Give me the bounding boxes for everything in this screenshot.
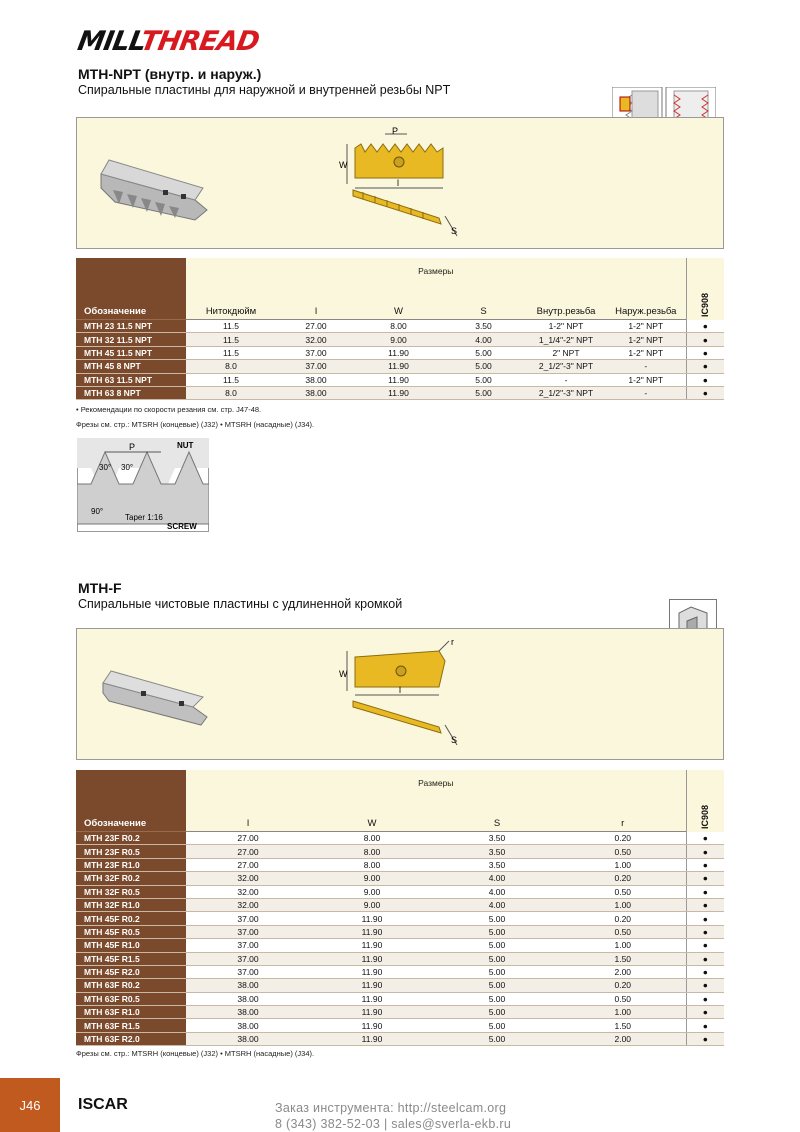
- insert-photo-npt: [95, 152, 215, 232]
- cell-r: 0.20: [560, 872, 686, 885]
- cell-r: 0.50: [560, 992, 686, 1005]
- section2-subtitle: Спиральные чистовые пластины с удлиненной кромкой: [78, 597, 403, 611]
- cutters-note-2: Фрезы см. стр.: MTSRH (концевые) (J32) • MTSRH (насадные) (J34).: [76, 1049, 315, 1058]
- npt-spec-table: [76, 258, 724, 400]
- cell-int: 2_1/2"-3" NPT: [526, 360, 606, 373]
- cell-s: 5.00: [434, 1006, 560, 1019]
- cell-w: 8.00: [310, 845, 434, 858]
- cell-r: 0.20: [560, 979, 686, 992]
- table-row: [76, 872, 724, 885]
- contact-info[interactable]: 8 (343) 382-52-03 | sales@sverla-ekb.ru: [275, 1117, 512, 1131]
- cell-s: 3.50: [441, 320, 526, 333]
- cell-ext: 1-2" NPT: [606, 320, 686, 333]
- cell-r: 1.50: [560, 1019, 686, 1032]
- cell-ext: -: [606, 360, 686, 373]
- cell-tpi: 11.5: [186, 373, 276, 386]
- cell-w: 8.00: [356, 320, 441, 333]
- cell-des: MTH 45 11.5 NPT: [76, 346, 186, 359]
- cutting-speed-note: • Рекомендации по скорости резания см. стр. J47-48.: [76, 405, 262, 414]
- cell-des: MTH 32 11.5 NPT: [76, 333, 186, 346]
- cell-s: 5.00: [434, 1032, 560, 1045]
- section2-image-panel: [76, 628, 724, 760]
- cell-ext: 1-2" NPT: [606, 346, 686, 359]
- svg-text:l: l: [399, 685, 401, 695]
- svg-text:NUT: NUT: [177, 441, 194, 450]
- col-internal-thread: Внутр.резьба: [526, 306, 606, 320]
- cell-tpi: 11.5: [186, 333, 276, 346]
- cell-l: 38.00: [276, 373, 356, 386]
- cell-int: 1-2" NPT: [526, 320, 606, 333]
- cell-s: 5.00: [441, 386, 526, 399]
- cell-w: 9.00: [310, 898, 434, 911]
- section1-subtitle: Спиральные пластины для наружной и внутренней резьбы NPT: [78, 83, 451, 97]
- svg-text:Taper 1:16: Taper 1:16: [125, 513, 163, 522]
- table-row: [76, 333, 724, 346]
- cell-des: MTH 23F R0.2: [76, 832, 186, 845]
- cell-des: MTH 32F R0.5: [76, 885, 186, 898]
- cell-l: 32.00: [186, 872, 310, 885]
- cell-tpi: 11.5: [186, 320, 276, 333]
- cell-ic: ●: [686, 952, 724, 965]
- cell-l: 38.00: [186, 1006, 310, 1019]
- cell-int: 1_1/4"-2" NPT: [526, 333, 606, 346]
- svg-text:W: W: [339, 160, 348, 170]
- cell-r: 1.00: [560, 898, 686, 911]
- cell-w: 9.00: [310, 885, 434, 898]
- cell-w: 11.90: [310, 979, 434, 992]
- cell-w: 11.90: [310, 992, 434, 1005]
- cell-l: 27.00: [186, 845, 310, 858]
- cell-ic: ●: [686, 885, 724, 898]
- f-spec-table: [76, 770, 724, 1046]
- table-row: [76, 952, 724, 965]
- cell-ic: ●: [686, 925, 724, 938]
- svg-text:30°: 30°: [99, 463, 112, 472]
- cell-s: 5.00: [441, 346, 526, 359]
- table-row: [76, 1006, 724, 1019]
- cell-r: 0.50: [560, 885, 686, 898]
- cutters-note-1: Фрезы см. стр.: MTSRH (концевые) (J32) • MTSRH (насадные) (J34).: [76, 420, 315, 429]
- cell-l: 38.00: [276, 386, 356, 399]
- cell-int: 2_1/2"-3" NPT: [526, 386, 606, 399]
- cell-des: MTH 63 11.5 NPT: [76, 373, 186, 386]
- cell-ic: ●: [686, 320, 724, 333]
- cell-des: MTH 45F R2.0: [76, 965, 186, 978]
- cell-r: 1.50: [560, 952, 686, 965]
- cell-w: 11.90: [310, 912, 434, 925]
- col-l: l: [186, 818, 310, 832]
- cell-des: MTH 45F R1.5: [76, 952, 186, 965]
- cell-des: MTH 23F R1.0: [76, 858, 186, 871]
- cell-s: 5.00: [434, 939, 560, 952]
- npt-thread-profile-diagram: [77, 438, 209, 532]
- cell-l: 27.00: [186, 858, 310, 871]
- svg-text:P: P: [129, 442, 136, 452]
- table-row: [76, 912, 724, 925]
- order-link[interactable]: Заказ инструмента: http://steelcam.org: [275, 1101, 507, 1115]
- cell-ext: 1-2" NPT: [606, 333, 686, 346]
- cell-w: 11.90: [356, 373, 441, 386]
- cell-l: 37.00: [186, 925, 310, 938]
- col-w: W: [356, 306, 441, 320]
- col-designation: Обозначение: [76, 306, 186, 320]
- cell-ic: ●: [686, 979, 724, 992]
- cell-s: 5.00: [434, 979, 560, 992]
- cell-des: MTH 32F R0.2: [76, 872, 186, 885]
- cell-des: MTH 32F R1.0: [76, 898, 186, 911]
- svg-text:l: l: [397, 178, 399, 188]
- svg-text:S: S: [451, 226, 458, 236]
- table-row: [76, 320, 724, 333]
- cell-w: 11.90: [310, 952, 434, 965]
- cell-l: 38.00: [186, 992, 310, 1005]
- table-row: [76, 979, 724, 992]
- cell-w: 8.00: [310, 858, 434, 871]
- cell-w: 11.90: [310, 965, 434, 978]
- table-corner: [76, 770, 186, 818]
- cell-r: 0.50: [560, 845, 686, 858]
- cell-ic: ●: [686, 1032, 724, 1045]
- cell-des: MTH 23 11.5 NPT: [76, 320, 186, 333]
- cell-ic: ●: [686, 1006, 724, 1019]
- cell-w: 9.00: [356, 333, 441, 346]
- table-row: [76, 832, 724, 845]
- cell-w: 11.90: [356, 360, 441, 373]
- cell-l: 37.00: [186, 965, 310, 978]
- cell-r: 2.00: [560, 965, 686, 978]
- col-external-thread: Наруж.резьба: [606, 306, 686, 320]
- cell-ic: ●: [686, 346, 724, 359]
- cell-s: 5.00: [441, 373, 526, 386]
- cell-ic: ●: [686, 832, 724, 845]
- section1-image-panel: [76, 117, 724, 249]
- cell-l: 37.00: [186, 952, 310, 965]
- svg-text:W: W: [339, 669, 348, 679]
- cell-des: MTH 63F R2.0: [76, 1032, 186, 1045]
- cell-ext: 1-2" NPT: [606, 373, 686, 386]
- cell-w: 11.90: [310, 1032, 434, 1045]
- insert-photo-f: [97, 663, 213, 733]
- cell-w: 11.90: [356, 346, 441, 359]
- cell-s: 4.00: [441, 333, 526, 346]
- cell-l: 27.00: [276, 320, 356, 333]
- cell-l: 37.00: [276, 346, 356, 359]
- table-row: [76, 386, 724, 399]
- svg-text:30°: 30°: [121, 463, 134, 472]
- col-s: S: [434, 818, 560, 832]
- cell-w: 11.90: [310, 939, 434, 952]
- cell-des: MTH 45F R1.0: [76, 939, 186, 952]
- cell-des: MTH 23F R0.5: [76, 845, 186, 858]
- cell-l: 38.00: [186, 979, 310, 992]
- table-row: [76, 360, 724, 373]
- cell-r: 0.20: [560, 912, 686, 925]
- cell-s: 3.50: [434, 845, 560, 858]
- cell-w: 11.90: [310, 1006, 434, 1019]
- insert-diagram-npt: [339, 126, 479, 244]
- cell-des: MTH 63 8 NPT: [76, 386, 186, 399]
- table-row: [76, 885, 724, 898]
- section2-title: MTH-F: [78, 580, 122, 596]
- cell-ic: ●: [686, 872, 724, 885]
- cell-ic: ●: [686, 386, 724, 399]
- cell-s: 5.00: [434, 992, 560, 1005]
- cell-ic: ●: [686, 992, 724, 1005]
- cell-ic: ●: [686, 360, 724, 373]
- cell-des: MTH 63F R1.0: [76, 1006, 186, 1019]
- cell-s: 5.00: [434, 952, 560, 965]
- cell-ic: ●: [686, 845, 724, 858]
- grade-header: IC908: [686, 770, 724, 832]
- cell-s: 3.50: [434, 858, 560, 871]
- table-row: [76, 845, 724, 858]
- svg-text:r: r: [451, 637, 454, 647]
- cell-int: 2" NPT: [526, 346, 606, 359]
- cell-s: 5.00: [434, 965, 560, 978]
- cell-l: 37.00: [186, 939, 310, 952]
- col-tpi: Нитокдюйм: [186, 306, 276, 320]
- col-designation: Обозначение: [76, 818, 186, 832]
- cell-des: MTH 45F R0.5: [76, 925, 186, 938]
- cell-w: 11.90: [310, 1019, 434, 1032]
- cell-r: 0.20: [560, 832, 686, 845]
- cell-w: 11.90: [356, 386, 441, 399]
- cell-ic: ●: [686, 912, 724, 925]
- cell-tpi: 8.0: [186, 386, 276, 399]
- cell-ic: ●: [686, 939, 724, 952]
- table-row: [76, 898, 724, 911]
- page-number-tab: J46: [0, 1078, 60, 1132]
- cell-r: 1.00: [560, 1006, 686, 1019]
- cell-s: 5.00: [434, 925, 560, 938]
- cell-s: 5.00: [434, 1019, 560, 1032]
- cell-l: 32.00: [276, 333, 356, 346]
- cell-ic: ●: [686, 373, 724, 386]
- cell-l: 38.00: [186, 1019, 310, 1032]
- millthread-logo: MILLTHREAD: [75, 26, 262, 57]
- cell-w: 9.00: [310, 872, 434, 885]
- cell-des: MTH 63F R1.5: [76, 1019, 186, 1032]
- cell-s: 4.00: [434, 885, 560, 898]
- cell-s: 4.00: [434, 872, 560, 885]
- cell-ic: ●: [686, 333, 724, 346]
- cell-l: 27.00: [186, 832, 310, 845]
- col-r: r: [560, 818, 686, 832]
- cell-s: 3.50: [434, 832, 560, 845]
- cell-l: 38.00: [186, 1032, 310, 1045]
- cell-ic: ●: [686, 858, 724, 871]
- svg-text:S: S: [451, 735, 458, 745]
- table-row: [76, 939, 724, 952]
- svg-text:90°: 90°: [91, 507, 104, 516]
- col-s: S: [441, 306, 526, 320]
- dimensions-header: Размеры: [186, 770, 686, 818]
- cell-l: 37.00: [276, 360, 356, 373]
- cell-r: 1.00: [560, 939, 686, 952]
- table-row: [76, 925, 724, 938]
- cell-r: 2.00: [560, 1032, 686, 1045]
- cell-des: MTH 45 8 NPT: [76, 360, 186, 373]
- footer-brand: ISCAR: [78, 1096, 128, 1113]
- table-row: [76, 1019, 724, 1032]
- cell-des: MTH 63F R0.2: [76, 979, 186, 992]
- cell-ic: ●: [686, 965, 724, 978]
- cell-l: 37.00: [186, 912, 310, 925]
- table-row: [76, 346, 724, 359]
- cell-ic: ●: [686, 898, 724, 911]
- table-row: [76, 992, 724, 1005]
- table-row: [76, 1032, 724, 1045]
- svg-text:P: P: [392, 126, 399, 136]
- cell-des: MTH 63F R0.5: [76, 992, 186, 1005]
- cell-ic: ●: [686, 1019, 724, 1032]
- dimensions-header: Размеры: [186, 258, 686, 306]
- cell-s: 5.00: [434, 912, 560, 925]
- insert-diagram-f: [339, 637, 479, 755]
- cell-l: 32.00: [186, 898, 310, 911]
- col-l: l: [276, 306, 356, 320]
- col-w: W: [310, 818, 434, 832]
- cell-r: 0.50: [560, 925, 686, 938]
- svg-text:SCREW: SCREW: [167, 522, 197, 531]
- cell-tpi: 11.5: [186, 346, 276, 359]
- cell-r: 1.00: [560, 858, 686, 871]
- cell-tpi: 8.0: [186, 360, 276, 373]
- cell-l: 32.00: [186, 885, 310, 898]
- table-corner: [76, 258, 186, 306]
- cell-s: 4.00: [434, 898, 560, 911]
- table-row: [76, 965, 724, 978]
- table-row: [76, 858, 724, 871]
- cell-ext: -: [606, 386, 686, 399]
- cell-w: 8.00: [310, 832, 434, 845]
- cell-des: MTH 45F R0.2: [76, 912, 186, 925]
- grade-header: IC908: [686, 258, 724, 320]
- section1-title: MTH-NPT (внутр. и наруж.): [78, 66, 262, 82]
- cell-w: 11.90: [310, 925, 434, 938]
- cell-int: -: [526, 373, 606, 386]
- table-row: [76, 373, 724, 386]
- cell-s: 5.00: [441, 360, 526, 373]
